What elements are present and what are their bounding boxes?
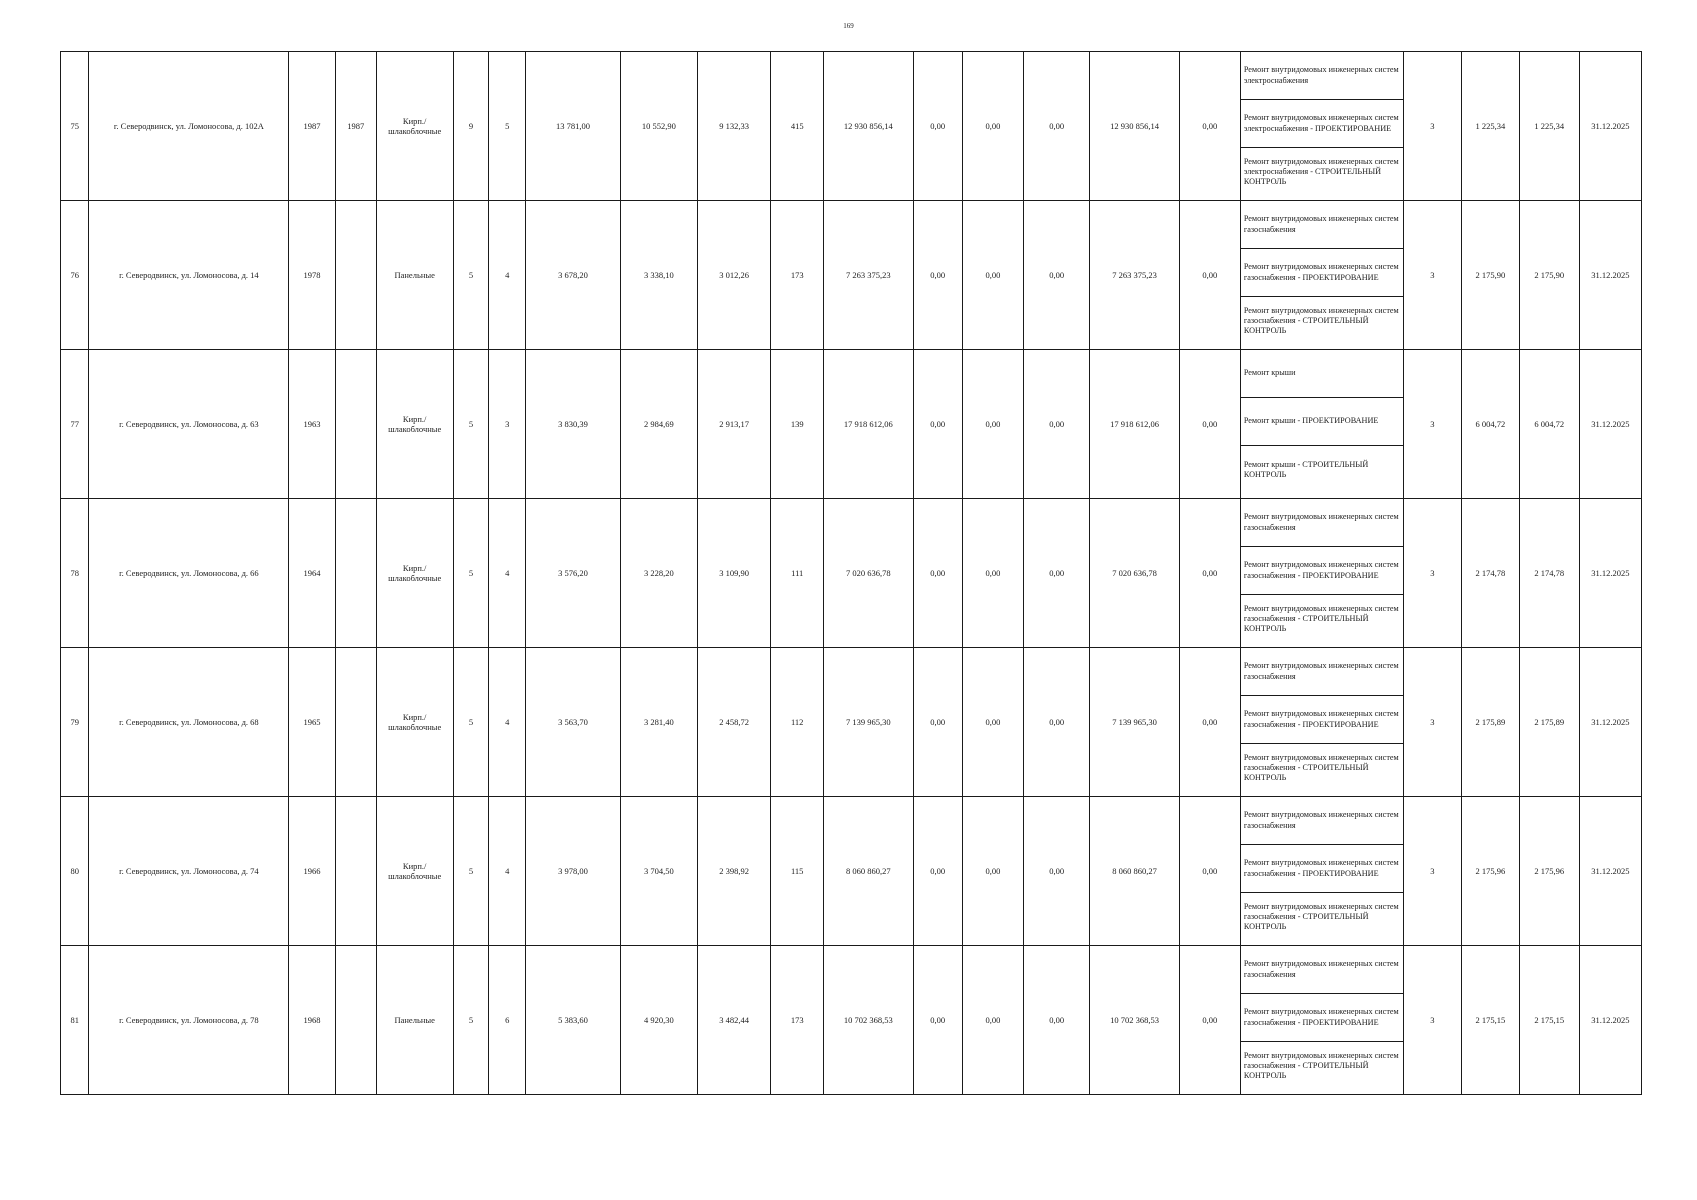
cost-c-cell: 0,00 <box>1024 946 1090 1095</box>
cost-e-cell: 0,00 <box>1179 52 1240 201</box>
address-cell: г. Северодвинск, ул. Ломоносова, д. 14 <box>89 201 289 350</box>
work-item <box>1241 696 1403 744</box>
cost-b-cell: 0,00 <box>962 797 1023 946</box>
deadline-cell: 31.12.2025 <box>1579 648 1641 797</box>
floors-cell: 5 <box>453 648 489 797</box>
floors-cell: 5 <box>453 797 489 946</box>
wall-material-cell: Панельные <box>376 201 453 350</box>
area-b-cell: 2 398,92 <box>697 797 771 946</box>
work-item-text: Ремонт внутридомовых инженерных систем газоснабжения <box>1243 810 1399 830</box>
cost-b-cell: 0,00 <box>962 499 1023 648</box>
table-row <box>61 201 1642 350</box>
cost-e-cell: 0,00 <box>1179 350 1240 499</box>
cost-d-cell: 7 020 636,78 <box>1090 499 1179 648</box>
cost-d-cell: 7 263 375,23 <box>1090 201 1179 350</box>
cost-b-cell: 0,00 <box>962 648 1023 797</box>
table-row <box>61 499 1642 648</box>
table-row <box>61 648 1642 797</box>
work-item <box>1241 201 1403 249</box>
cost-b-cell: 0,00 <box>962 201 1023 350</box>
table-row <box>61 946 1642 1095</box>
work-item-text: Ремонт внутридомовых инженерных систем газоснабжения - ПРОЕКТИРОВАНИЕ <box>1243 858 1399 878</box>
work-item <box>1241 297 1403 345</box>
floors-cell: 5 <box>453 499 489 648</box>
work-item <box>1241 893 1403 941</box>
deadline-cell: 31.12.2025 <box>1579 350 1641 499</box>
unit-cost-max-cell: 2 175,90 <box>1519 201 1579 350</box>
cost-d-cell: 8 060 860,27 <box>1090 797 1179 946</box>
cost-c-cell: 0,00 <box>1024 350 1090 499</box>
entrances-cell: 3 <box>489 350 526 499</box>
floors-cell: 5 <box>453 946 489 1095</box>
cost-b-cell: 0,00 <box>962 52 1023 201</box>
work-item-text: Ремонт внутридомовых инженерных систем газоснабжения - СТРОИТЕЛЬНЫЙ КОНТРОЛЬ <box>1243 603 1399 634</box>
cost-d-cell: 10 702 368,53 <box>1090 946 1179 1095</box>
row-number: 77 <box>61 350 89 499</box>
work-item-text: Ремонт внутридомовых инженерных систем газоснабжения <box>1243 661 1399 681</box>
row-number: 76 <box>61 201 89 350</box>
deadline-cell: 31.12.2025 <box>1579 797 1641 946</box>
area-b-cell: 9 132,33 <box>697 52 771 201</box>
row-number: 78 <box>61 499 89 648</box>
row-number: 80 <box>61 797 89 946</box>
entrances-cell: 4 <box>489 648 526 797</box>
cost-a-cell: 0,00 <box>913 201 962 350</box>
registry-body <box>61 52 1642 1095</box>
work-item <box>1241 148 1403 196</box>
cost-a-cell: 0,00 <box>913 797 962 946</box>
work-item <box>1241 946 1403 994</box>
row-number: 75 <box>61 52 89 201</box>
count-cell: 3 <box>1403 350 1461 499</box>
cost-e-cell: 0,00 <box>1179 946 1240 1095</box>
area-b-cell: 3 109,90 <box>697 499 771 648</box>
cost-total-cell: 8 060 860,27 <box>824 797 913 946</box>
count-cell: 3 <box>1403 946 1461 1095</box>
unit-cost-max-cell: 2 174,78 <box>1519 499 1579 648</box>
cost-e-cell: 0,00 <box>1179 201 1240 350</box>
works-cell <box>1240 946 1403 1095</box>
entrances-cell: 4 <box>489 797 526 946</box>
area-b-cell: 3 482,44 <box>697 946 771 1095</box>
year-built-cell: 1968 <box>289 946 335 1095</box>
work-item <box>1241 499 1403 547</box>
unit-cost-cell: 6 004,72 <box>1461 350 1519 499</box>
area-b-cell: 3 012,26 <box>697 201 771 350</box>
entrances-cell: 6 <box>489 946 526 1095</box>
area-total-cell: 5 383,60 <box>526 946 621 1095</box>
floors-cell: 5 <box>453 350 489 499</box>
year-renovation-cell: 1987 <box>335 52 376 201</box>
works-cell <box>1240 499 1403 648</box>
wall-material-cell: Кирп./ шлакоблочные <box>376 648 453 797</box>
unit-cost-cell: 1 225,34 <box>1461 52 1519 201</box>
year-renovation-cell <box>335 350 376 499</box>
cost-e-cell: 0,00 <box>1179 797 1240 946</box>
wall-material-cell: Кирп./ шлакоблочные <box>376 52 453 201</box>
entrances-cell: 4 <box>489 499 526 648</box>
work-item-text: Ремонт внутридомовых инженерных систем газоснабжения <box>1243 512 1399 532</box>
cost-total-cell: 7 020 636,78 <box>824 499 913 648</box>
address-cell: г. Северодвинск, ул. Ломоносова, д. 74 <box>89 797 289 946</box>
cost-c-cell: 0,00 <box>1024 52 1090 201</box>
wall-material-cell: Кирп./ шлакоблочные <box>376 499 453 648</box>
address-cell: г. Северодвинск, ул. Ломоносова, д. 68 <box>89 648 289 797</box>
work-item <box>1241 797 1403 845</box>
wall-material-cell: Кирп./ шлакоблочные <box>376 797 453 946</box>
deadline-cell: 31.12.2025 <box>1579 946 1641 1095</box>
page-number: 169 <box>843 22 854 30</box>
area-total-cell: 13 781,00 <box>526 52 621 201</box>
cost-total-cell: 17 918 612,06 <box>824 350 913 499</box>
cost-c-cell: 0,00 <box>1024 648 1090 797</box>
work-item <box>1241 52 1403 100</box>
year-built-cell: 1965 <box>289 648 335 797</box>
count-cell: 3 <box>1403 52 1461 201</box>
cost-total-cell: 10 702 368,53 <box>824 946 913 1095</box>
work-item-text: Ремонт внутридомовых инженерных систем газоснабжения - ПРОЕКТИРОВАНИЕ <box>1243 560 1399 580</box>
work-item <box>1241 595 1403 643</box>
area-total-cell: 3 830,39 <box>526 350 621 499</box>
work-item-text: Ремонт внутридомовых инженерных систем газоснабжения - СТРОИТЕЛЬНЫЙ КОНТРОЛЬ <box>1243 901 1399 932</box>
cost-e-cell: 0,00 <box>1179 499 1240 648</box>
work-item <box>1241 100 1403 148</box>
floors-cell: 9 <box>453 52 489 201</box>
unit-cost-max-cell: 2 175,96 <box>1519 797 1579 946</box>
work-item-text: Ремонт внутридомовых инженерных систем газоснабжения - СТРОИТЕЛЬНЫЙ КОНТРОЛЬ <box>1243 305 1399 336</box>
unit-cost-cell: 2 174,78 <box>1461 499 1519 648</box>
address-cell: г. Северодвинск, ул. Ломоносова, д. 63 <box>89 350 289 499</box>
area-total-cell: 3 576,20 <box>526 499 621 648</box>
work-item-text: Ремонт внутридомовых инженерных систем электроснабжения <box>1243 65 1399 85</box>
area-a-cell: 2 984,69 <box>620 350 697 499</box>
table-row <box>61 797 1642 946</box>
wall-material-cell: Кирп./ шлакоблочные <box>376 350 453 499</box>
deadline-cell: 31.12.2025 <box>1579 201 1641 350</box>
cost-d-cell: 7 139 965,30 <box>1090 648 1179 797</box>
cost-c-cell: 0,00 <box>1024 797 1090 946</box>
residents-cell: 139 <box>771 350 824 499</box>
work-item-text: Ремонт внутридомовых инженерных систем электроснабжения - ПРОЕКТИРОВАНИЕ <box>1243 113 1399 133</box>
work-item <box>1241 350 1403 398</box>
entrances-cell: 4 <box>489 201 526 350</box>
work-item <box>1241 1042 1403 1090</box>
year-renovation-cell <box>335 499 376 648</box>
cost-a-cell: 0,00 <box>913 350 962 499</box>
cost-d-cell: 12 930 856,14 <box>1090 52 1179 201</box>
address-cell: г. Северодвинск, ул. Ломоносова, д. 102А <box>89 52 289 201</box>
cost-total-cell: 7 139 965,30 <box>824 648 913 797</box>
cost-a-cell: 0,00 <box>913 499 962 648</box>
unit-cost-cell: 2 175,96 <box>1461 797 1519 946</box>
area-total-cell: 3 678,20 <box>526 201 621 350</box>
cost-b-cell: 0,00 <box>962 946 1023 1095</box>
works-cell <box>1240 52 1403 201</box>
cost-total-cell: 12 930 856,14 <box>824 52 913 201</box>
residents-cell: 415 <box>771 52 824 201</box>
residents-cell: 173 <box>771 201 824 350</box>
cost-a-cell: 0,00 <box>913 648 962 797</box>
unit-cost-max-cell: 2 175,15 <box>1519 946 1579 1095</box>
work-item-text: Ремонт внутридомовых инженерных систем газоснабжения - СТРОИТЕЛЬНЫЙ КОНТРОЛЬ <box>1243 1050 1399 1081</box>
year-built-cell: 1978 <box>289 201 335 350</box>
entrances-cell: 5 <box>489 52 526 201</box>
residents-cell: 112 <box>771 648 824 797</box>
cost-total-cell: 7 263 375,23 <box>824 201 913 350</box>
area-a-cell: 3 281,40 <box>620 648 697 797</box>
work-item-text: Ремонт внутридомовых инженерных систем газоснабжения - СТРОИТЕЛЬНЫЙ КОНТРОЛЬ <box>1243 752 1399 783</box>
unit-cost-max-cell: 2 175,89 <box>1519 648 1579 797</box>
area-a-cell: 4 920,30 <box>620 946 697 1095</box>
cost-c-cell: 0,00 <box>1024 499 1090 648</box>
work-item-text: Ремонт внутридомовых инженерных систем газоснабжения - ПРОЕКТИРОВАНИЕ <box>1243 262 1399 282</box>
area-a-cell: 3 228,20 <box>620 499 697 648</box>
work-item-text: Ремонт внутридомовых инженерных систем газоснабжения - ПРОЕКТИРОВАНИЕ <box>1243 709 1399 729</box>
cost-a-cell: 0,00 <box>913 52 962 201</box>
year-renovation-cell <box>335 797 376 946</box>
work-item-text: Ремонт внутридомовых инженерных систем газоснабжения - ПРОЕКТИРОВАНИЕ <box>1243 1007 1399 1027</box>
work-item <box>1241 845 1403 893</box>
count-cell: 3 <box>1403 648 1461 797</box>
area-a-cell: 3 704,50 <box>620 797 697 946</box>
work-item <box>1241 398 1403 446</box>
year-built-cell: 1964 <box>289 499 335 648</box>
address-cell: г. Северодвинск, ул. Ломоносова, д. 78 <box>89 946 289 1095</box>
year-built-cell: 1987 <box>289 52 335 201</box>
deadline-cell: 31.12.2025 <box>1579 499 1641 648</box>
work-item-text: Ремонт внутридомовых инженерных систем газоснабжения <box>1243 214 1399 234</box>
work-item-text: Ремонт крыши <box>1243 368 1296 378</box>
works-cell <box>1240 797 1403 946</box>
year-built-cell: 1963 <box>289 350 335 499</box>
table-row <box>61 350 1642 499</box>
cost-d-cell: 17 918 612,06 <box>1090 350 1179 499</box>
unit-cost-cell: 2 175,15 <box>1461 946 1519 1095</box>
count-cell: 3 <box>1403 499 1461 648</box>
table-row <box>61 52 1642 201</box>
row-number: 81 <box>61 946 89 1095</box>
area-total-cell: 3 563,70 <box>526 648 621 797</box>
unit-cost-cell: 2 175,89 <box>1461 648 1519 797</box>
work-item-text: Ремонт крыши - ПРОЕКТИРОВАНИЕ <box>1243 416 1379 426</box>
count-cell: 3 <box>1403 797 1461 946</box>
year-renovation-cell <box>335 946 376 1095</box>
work-item <box>1241 446 1403 494</box>
year-built-cell: 1966 <box>289 797 335 946</box>
cost-a-cell: 0,00 <box>913 946 962 1095</box>
unit-cost-max-cell: 6 004,72 <box>1519 350 1579 499</box>
works-cell <box>1240 648 1403 797</box>
cost-b-cell: 0,00 <box>962 350 1023 499</box>
residents-cell: 173 <box>771 946 824 1095</box>
unit-cost-cell: 2 175,90 <box>1461 201 1519 350</box>
works-cell <box>1240 350 1403 499</box>
work-item <box>1241 648 1403 696</box>
address-cell: г. Северодвинск, ул. Ломоносова, д. 66 <box>89 499 289 648</box>
work-item <box>1241 994 1403 1042</box>
area-b-cell: 2 458,72 <box>697 648 771 797</box>
year-renovation-cell <box>335 201 376 350</box>
deadline-cell: 31.12.2025 <box>1579 52 1641 201</box>
work-item-text: Ремонт внутридомовых инженерных систем газоснабжения <box>1243 959 1399 979</box>
work-item <box>1241 547 1403 595</box>
works-cell <box>1240 201 1403 350</box>
registry-table <box>60 51 1642 1095</box>
work-item <box>1241 744 1403 792</box>
work-item-text: Ремонт крыши - СТРОИТЕЛЬНЫЙ КОНТРОЛЬ <box>1243 459 1369 479</box>
work-item-text: Ремонт внутридомовых инженерных систем электроснабжения - СТРОИТЕЛЬНЫЙ КОНТРОЛЬ <box>1243 156 1399 187</box>
area-a-cell: 3 338,10 <box>620 201 697 350</box>
row-number: 79 <box>61 648 89 797</box>
wall-material-cell: Панельные <box>376 946 453 1095</box>
floors-cell: 5 <box>453 201 489 350</box>
work-item <box>1241 249 1403 297</box>
area-total-cell: 3 978,00 <box>526 797 621 946</box>
cost-c-cell: 0,00 <box>1024 201 1090 350</box>
count-cell: 3 <box>1403 201 1461 350</box>
area-a-cell: 10 552,90 <box>620 52 697 201</box>
year-renovation-cell <box>335 648 376 797</box>
area-b-cell: 2 913,17 <box>697 350 771 499</box>
unit-cost-max-cell: 1 225,34 <box>1519 52 1579 201</box>
residents-cell: 111 <box>771 499 824 648</box>
residents-cell: 115 <box>771 797 824 946</box>
cost-e-cell: 0,00 <box>1179 648 1240 797</box>
